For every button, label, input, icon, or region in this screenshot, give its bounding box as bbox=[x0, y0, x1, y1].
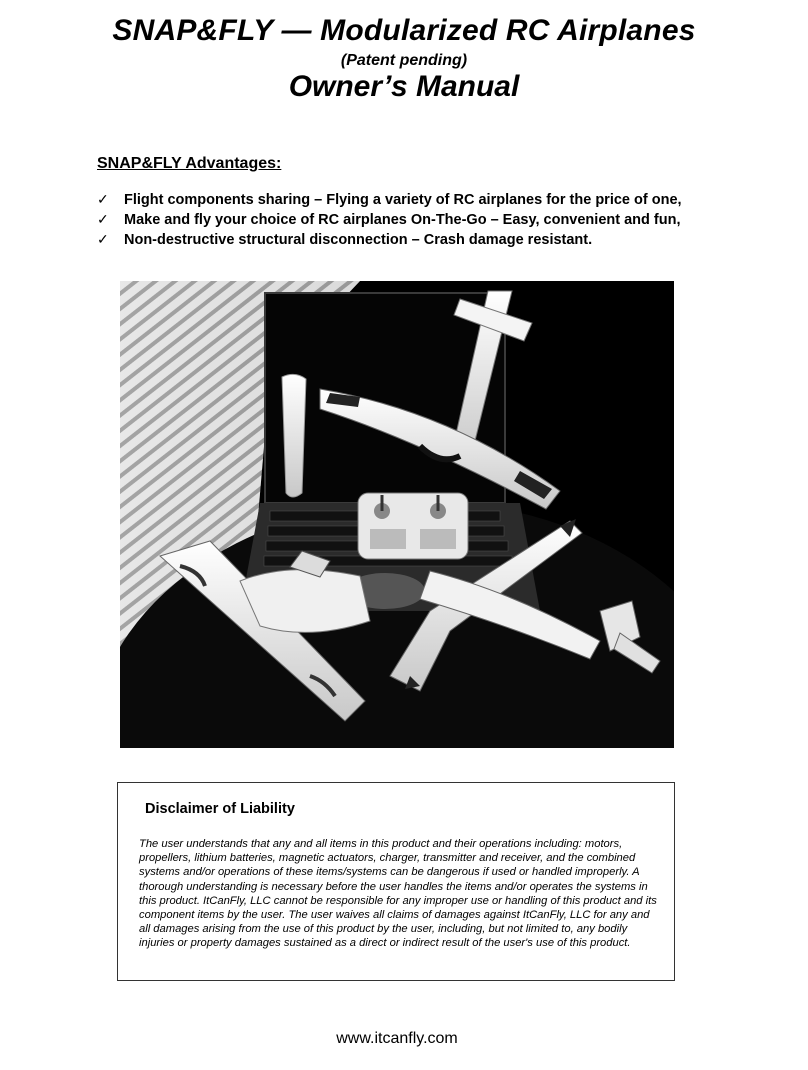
advantages-list bbox=[97, 189, 682, 249]
document-title: SNAP&FLY — Modularized RC Airplanes bbox=[112, 14, 696, 47]
product-photo bbox=[120, 281, 674, 748]
disclaimer-heading: Disclaimer of Liability bbox=[145, 801, 295, 817]
list-item bbox=[97, 189, 682, 209]
disclaimer-text: The user understands that any and all items in this product and their operations including: motors, propellers, lithium batteries, magnetic actuators, charger, transmitter and receiver, and the combined systems and/or operations of these items/systems can be dangerous if used or handled improperly. A thorough understanding is necessary before the user handles the items and/or operates the systems in this product. ItCanFly, LLC cannot be responsible for any improper use or handling of this product and its component items by the user. The user waives all claims of damages against ItCanFly, LLC for any and all damages arising from the use of this product by the user, including, but not limited to, any bodily injuries or property damages sustained as a direct or indirect result of the user's use of this product. bbox=[139, 838, 657, 950]
patent-note: (Patent pending) bbox=[340, 52, 468, 69]
manual-title: Owner’s Manual bbox=[288, 70, 520, 103]
checkmark-icon: ✓ bbox=[97, 211, 109, 227]
list-item bbox=[97, 209, 682, 229]
website-link[interactable]: www.itcanfly.com bbox=[336, 1030, 458, 1047]
advantages-heading: SNAP&FLY Advantages: bbox=[97, 155, 282, 172]
checkmark-icon: ✓ bbox=[97, 191, 109, 207]
list-item bbox=[97, 229, 682, 249]
advantage-text: Non-destructive structural disconnection – Crash damage resistant. bbox=[124, 232, 593, 248]
advantage-text: Make and fly your choice of RC airplanes On-The-Go – Easy, convenient and fun, bbox=[124, 212, 681, 228]
rc-airplanes-photo-illustration bbox=[120, 281, 674, 748]
checkmark-icon: ✓ bbox=[97, 231, 109, 247]
disclaimer-box bbox=[117, 782, 675, 981]
advantage-text: Flight components sharing – Flying a variety of RC airplanes for the price of one, bbox=[124, 192, 682, 208]
